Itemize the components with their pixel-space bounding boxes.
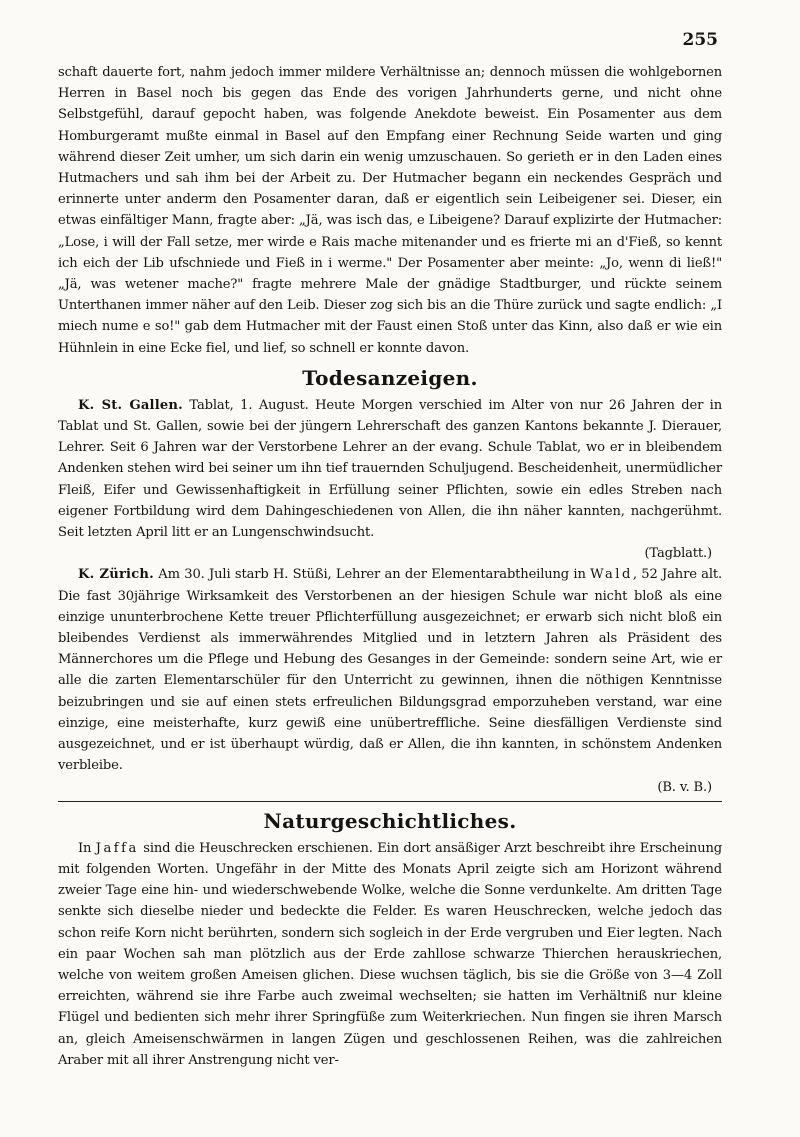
text-column	[58, 62, 722, 1071]
notice-place-zuerich: K. Zürich.	[78, 567, 154, 583]
natural-history-town-jaffa: Jaffa	[95, 840, 139, 856]
intro-paragraph: schaft dauerte fort, nahm jedoch immer mildere Verhältnisse an; dennoch müssen die wohlgebornen Herren in Basel noch bis gegen das Ende des vorigen Jahrhunderts gerne, und nicht ohne Selbstgefühl, darauf gepocht haben, was folgende Anekdote beweist. Ein Posamenter aus dem Homburgeramt mußte einmal in Basel auf den Empfang einer Rechnung Seide warten und ging während dieser Zeit umher, um sich darin ein wenig umzuschauen. So gerieth er in den Laden eines Hutmachers und sah ihm bei der Arbeit zu. Der Hutmacher begann ein neckendes Gespräch und erinnerte unter anderm den Posamenter daran, daß er eigentlich sein Leibeigener sei. Dieser, ein etwas einfältiger Mann, fragte aber: „Jä, was isch das, e Libeigene? Darauf explizirte der Hutmacher: „Lose, i will der Fall setze, mer wirde e Rais mache mitenander und es frierte mi an d'Fieß, so kennt ich eich der Lib ufschniede und Fieß in i werme." Der Posamenter aber meinte: „Jo, wenn di ließ!" „Jä, was wetener mache?" fragte mehrere Male der gnädige Stadtburger, und rückte seinem Unterthanen immer näher auf den Leib. Dieser zog sich bis an die Thüre zurück und sagte endlich: „I miech nume e so!" gab dem Hutmacher mit der Faust einen Stoß unter das Kinn, also daß er wie ein Hühnlein in eine Ecke fiel, und lief, so schnell er konnte davon.	[58, 65, 722, 356]
death-notice-zuerich	[58, 564, 722, 797]
natural-history-text-part2: sind die Heuschrecken erschienen. Ein dort ansäßiger Arzt beschreibt ihre Erscheinung mit folgenden Worten. Ungefähr in der Mitte des Monats April zeigte sich am Horizont während zweier Tage eine hin- und wiederschwebende Wolke, welche die Sonne verdunkelte. Am dritten Tage senkte sich dieselbe nieder und bedeckte die Felder. Es waren Heuschrecken, welche jedoch das schon reife Korn nicht berührten, sondern sich sogleich in der Erde vergruben und Eier legten. Nach ein paar Wochen sah man plötzlich aus der Erde zahllose schwarze Thierchen herauskriechen, welche von weitem großen Ameisen glichen. Diese wuchsen täglich, bis sie die Größe von 3—4 Zoll erreichten, während sie ihre Farbe auch zweimal wechselten; sie hatten im Verhältniß nur kleine Flügel und bedienten sich mehr ihrer Springfüße zum Weiterkriechen. Nun fingen sie ihren Marsch an, gleich Ameisenschwärmen in langen Zügen und geschlossenen Reihen, was die zahlreichen Araber mit all ihrer Anstrengung nicht ver-	[58, 840, 722, 1068]
section-title-death-notices: Todesanzeigen.	[302, 365, 478, 390]
notice-town-wald: Wald	[590, 567, 633, 583]
notice-signature: (B. v. B.)	[657, 779, 712, 795]
notice-text-zuerich-part1: Am 30. Juli starb H. Stüßi, Lehrer an der Elementarabtheilung in	[158, 567, 586, 583]
notice-place-st-gallen: K. St. Gallen.	[78, 397, 183, 413]
section-title-natural-history: Naturgeschichtliches.	[263, 808, 517, 833]
death-notice-st-gallen	[58, 395, 722, 565]
natural-history-paragraph	[58, 838, 722, 1071]
notice-text-st-gallen: Tablat, 1. August. Heute Morgen verschied im Alter von nur 26 Jahren der in Tablat und St. Gallen, sowie bei der jüngern Lehrerschaft des ganzen Kantons bekannte J. Dierauer, Lehrer. Seit 6 Jahren war der Verstorbene Lehrer an der evang. Schule Tablat, wo er in bleibendem Andenken stehen wird bei seiner um ihn tief trauernden Schuljugend. Bescheidenheit, unermüdlicher Fleiß, Eifer und Gewissenhaftigkeit in Erfüllung seiner Pflichten, sowie ein edles Streben nach eigener Fortbildung wird dem Dahingeschiedenen von Allen, die ihn näher kannten, nachgerühmt. Seit letzten April litt er an Lungenschwindsucht.	[58, 397, 722, 541]
section-divider-rule	[58, 801, 722, 802]
natural-history-text-part1: In	[78, 840, 92, 856]
page-number: 255	[682, 30, 718, 50]
notice-text-zuerich-part2: , 52 Jahre alt. Die fast 30jährige Wirksamkeit des Verstorbenen an der hiesigen Schule war nicht bloß als eine einzige ununterbrochene Kette treuer Pflichterfüllung ausgezeichnet; er erwarb sich nicht bloß ein bleibendes Verdienst als immerwährendes Mitglied und in letztern Jahren als Präsident des Männerchores um die Pflege und Hebung des Gesanges in der Gemeinde: sondern seine Art, wie er alle die zarten Elementarschüler für den Unterricht zu gewinnen, ihnen die nöthigen Kenntnisse beizubringen und sie auf einen stets erfreulichen Bildungsgrad emporzuheben verstand, war eine einzige, eine meisterhafte, kurz gewiß eine unübertreffliche. Seine diesfälligen Verdienste sind ausgezeichnet, und er ist überhaupt würdig, daß er Allen, die ihn kannten, in schönstem Andenken verbleibe.	[58, 567, 723, 774]
notice-source-tagblatt: (Tagblatt.)	[644, 546, 712, 562]
